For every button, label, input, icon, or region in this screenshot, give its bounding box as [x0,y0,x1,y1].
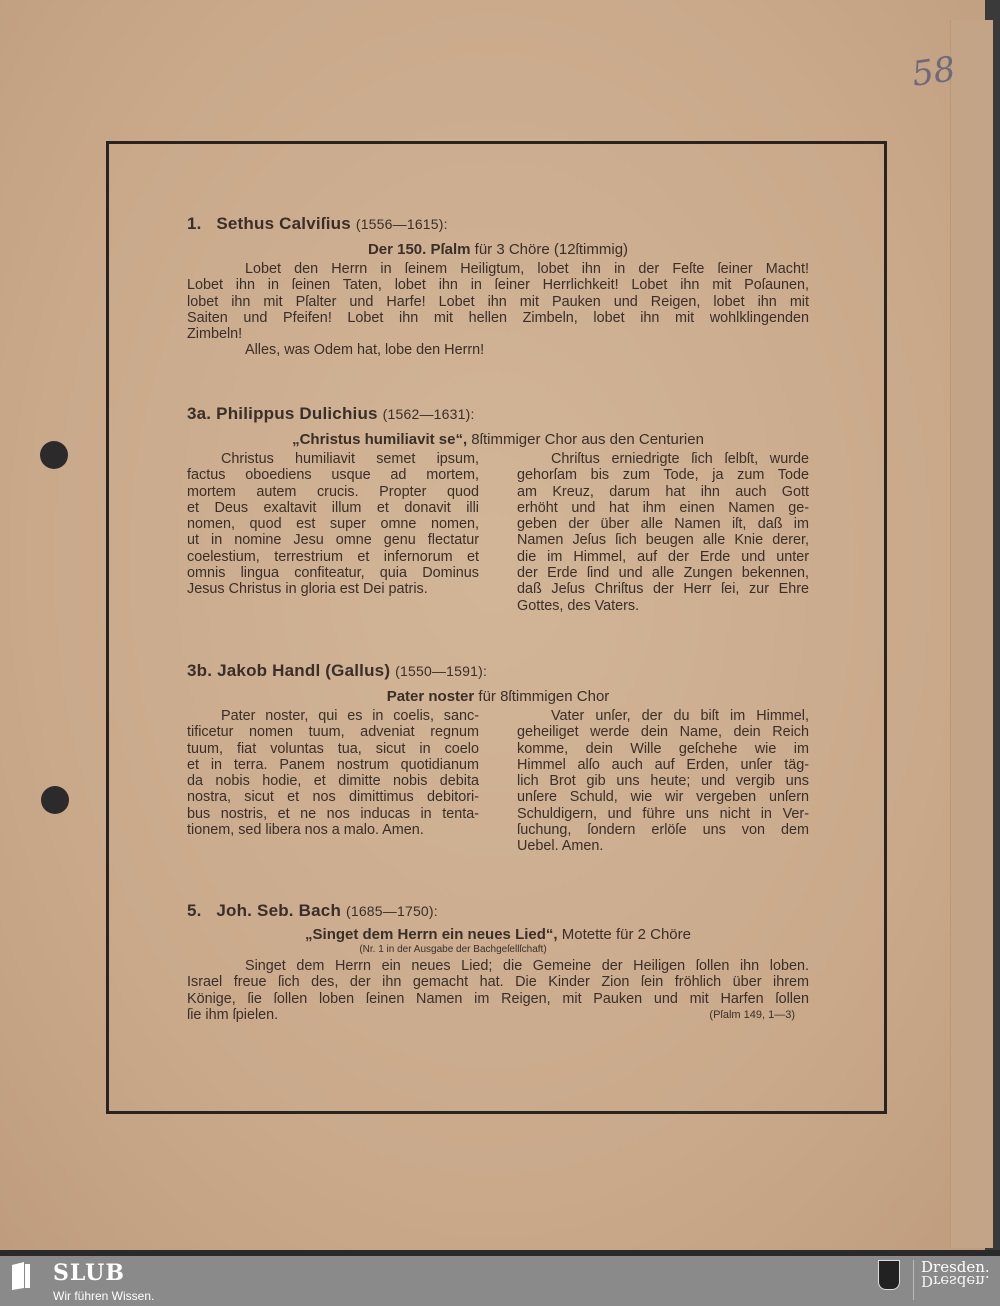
text-line: geheiliget werde dein Name, dein Reich [517,724,809,741]
section-dulichius [187,404,809,614]
text-line: Gottes, des Vaters. [517,597,640,614]
text-line: Pater noster, qui es in coelis, sanc- [221,708,479,724]
text-line: mortem autem crucis. Propter quod [187,483,479,500]
library-footer [0,1256,1000,1306]
edition-note: (Nr. 1 in der Ausgabe der Bachgeſellſchaft) [359,944,547,955]
section-bach [187,901,809,1021]
section-heading [187,901,809,921]
text-line: Vater unſer, der du biſt im Himmel, [551,708,809,724]
dresden-logo[interactable] [921,1260,990,1288]
text-line: et in terra. Panem nostrum quotidianum [187,756,479,773]
text-line: Zimbeln! [187,326,243,343]
text-line: tionem, sed libera nos a malo. Amen. [187,822,424,839]
section-heading [187,214,809,234]
composer-name: Philippus Dulichius [216,404,378,423]
text-line: unſere Schuld, wie wir vergeben unſern [517,789,809,806]
text-line: Christus humiliavit semet ipsum, [221,451,479,467]
text-line: da nobis hodie, et dimitte nobis debita [187,773,479,790]
text-line: ſie ihm ſpielen. [187,1006,279,1023]
section-number: 1. [187,214,202,233]
text-line: et Deus exaltavit illum et donavit illi [187,499,479,516]
text-line: Himmel alſo auch auf Erden, unſer täg- [517,756,809,773]
text-line: factus oboediens usque ad mortem, [187,467,479,484]
german-text-column [517,451,809,614]
text-line: omnis lingua confiteatur, quia Dominus [187,565,479,582]
dresden-crest-icon [878,1260,900,1290]
punch-hole [41,786,69,814]
handwritten-page-number: 58 [909,49,958,95]
text-line: ut in nomine Jesu omne genu flectatur [187,532,479,549]
punch-hole [40,441,68,469]
text-line: Saiten und Pfeifen! Lobet ihn mit hellen Zimbeln, lobet ihn mit wohlklingenden [187,309,809,326]
text-line: Israel freue ſich des, der ihn gemacht hat. Die Kinder Zion ſein fröhlich über ihrem [187,974,809,991]
text-line: erhöht und hat ihm einen Namen ge- [517,499,809,516]
dresden-wordmark-mirror: Dresden. [921,1272,990,1290]
section-calvisius [187,214,809,359]
text-line: Schuldigern, und führe uns nicht in Ver- [517,805,809,822]
work-title: Der 150. Pſalm [367,241,471,258]
book-icon [10,1261,32,1291]
german-text-column [517,708,809,855]
work-subtitle [187,241,809,258]
composer-name: Jakob Handl (Gallus) [217,661,391,680]
text-line: tificetur nomen tuum, adveniat regnum [187,724,479,741]
work-description: 8ſtimmiger Chor aus den Centurien [471,431,704,448]
text-paragraph [187,261,809,359]
work-description: Motette für 2 Chöre [561,926,691,943]
psalm-reference: (Pſalm 149, 1—3) [709,1009,795,1022]
text-line: der Erde ſind und alle Zungen bekennen, [517,565,809,582]
text-line: lobet ihn mit Pſalter und Harfe! Lobet ihn mit Pauken und Reigen, lobet ihn mit [187,293,809,310]
text-line: Lobet ihn in ſeinen Taten, lobet ihn in ſeiner Herrlichkeit! Lobet ihn mit Poſaunen, [187,277,809,294]
text-line: Lobet den Herrn in ſeinem Heiligtum, lobet ihn in der Feſte ſeiner Macht! [245,261,809,277]
dresden-wordmark: Dresden. [921,1258,990,1276]
section-number: 3a. [187,404,212,423]
text-line: die im Himmel, auf der Erde und unter [517,548,809,565]
work-title: Pater noster [386,688,475,705]
section-heading [187,661,809,681]
work-subtitle [187,688,809,705]
text-line: nomen, quod est super omne nomen, [187,516,479,533]
text-line: geben der über alle Namen iſt, daß im [517,516,809,533]
text-line: Singet dem Herrn ein neues Lied; die Gemeine der Heiligen ſollen ihn loben. [245,958,809,974]
text-line: bus nostris, et ne nos inducas in tenta- [187,805,479,822]
composer-dates: (1685—1750): [345,903,438,919]
section-number: 5. [187,901,202,920]
composer-name: Joh. Seb. Bach [216,901,342,920]
text-line: gehorſam bis zum Tode, ja zum Tode [517,467,809,484]
latin-text-column [187,708,479,855]
text-line: komme, dein Wille geſchehe wie im [517,740,809,757]
section-number: 3b. [187,661,213,680]
text-line: Chriſtus erniedrigte ſich ſelbſt, wurde [551,451,809,467]
section-handl [187,661,809,855]
text-line: Alles, was Odem hat, lobe den Herrn! [245,342,485,359]
work-description: für 8ſtimmigen Chor [478,688,610,705]
two-column-text [187,708,809,855]
page-edge [950,20,993,1248]
work-subtitle [187,926,809,943]
work-title: „Singet dem Herrn ein neues Lied“, [305,926,558,943]
text-line: Uebel. Amen. [517,838,604,855]
composer-dates: (1562—1631): [382,406,475,422]
slub-logo[interactable]: SLUB [53,1260,125,1286]
text-line: lich Brot gib uns heute; und vergib uns [517,773,809,790]
divider [913,1260,914,1300]
text-line: daß Jeſus Chriſtus der Herr ſei, zur Ehre [517,581,809,598]
text-line: Namen Jeſus ſich beugen alle Knie derer, [517,532,809,549]
two-column-text [187,451,809,614]
work-subtitle [187,431,809,448]
composer-name: Sethus Calviſius [216,214,351,233]
text-line: Könige, ſie ſollen loben ſeinen Namen im Reigen, mit Pauken und mit Harfen ſollen [187,990,809,1007]
composer-dates: (1550—1591): [395,663,488,679]
text-line: Jesus Christus in gloria est Dei patris. [187,581,428,598]
text-line: coelestium, terrestrium et infernorum et [187,548,479,565]
section-heading [187,404,809,424]
latin-text-column [187,451,479,614]
work-description: für 3 Chöre (12ſtimmig) [474,241,629,258]
work-title: „Christus humiliavit se“, [292,431,468,448]
text-line: tuum, fiat voluntas tua, sicut in coelo [187,740,479,757]
text-line: am Kreuz, darum hat ihn auch Gott [517,483,809,500]
composer-dates: (1556—1615): [355,216,448,232]
text-line: ſuchung, ſondern erlöſe uns von dem [517,822,809,839]
slub-slogan: Wir führen Wissen. [53,1289,155,1303]
text-line: nostra, sicut et nos dimittimus debitori- [187,789,479,806]
